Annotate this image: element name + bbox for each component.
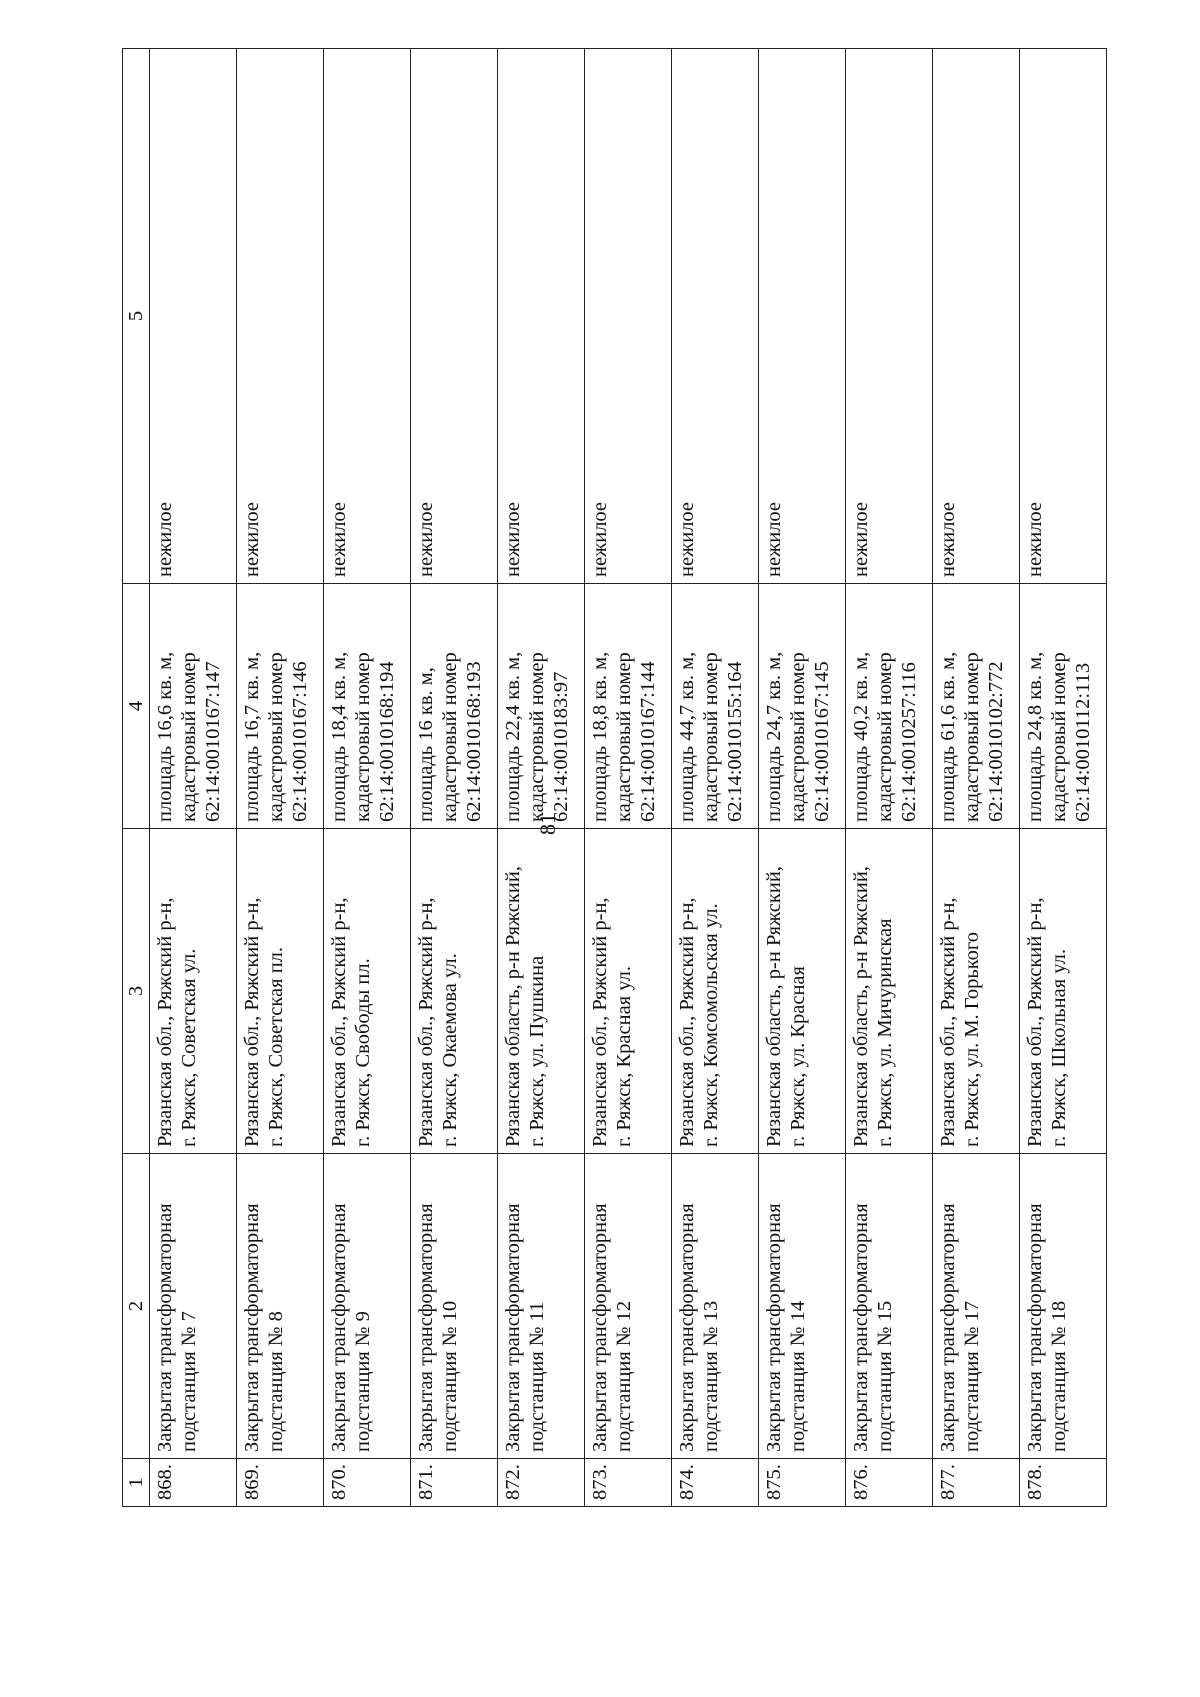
object-name: Закрытая трансформаторная подстанция № 12 [585,1154,672,1459]
registry-table-wrapper [122,49,1122,1507]
object-details: площадь 24,7 кв. м, кадастровый номер 62:14:0010167:145 [759,584,846,829]
object-details: площадь 18,4 кв. м, кадастровый номер 62:14:0010168:194 [324,584,411,829]
object-name: Закрытая трансформаторная подстанция № 10 [411,1154,498,1459]
table-row [933,49,1020,1507]
object-name: Закрытая трансформаторная подстанция № 11 [498,1154,585,1459]
object-address: Рязанская обл., Ряжский р-н, г. Ряжск, Школьная ул. [1020,829,1107,1154]
object-details: площадь 16,7 кв. м, кадастровый номер 62:14:0010167:146 [237,584,324,829]
object-type: нежилое [672,49,759,584]
row-number: 870. [324,1459,411,1507]
row-number: 868. [150,1459,237,1507]
object-address: Рязанская область, р-н Ряжский, г. Ряжск, ул. Красная [759,829,846,1154]
object-type: нежилое [759,49,846,584]
object-type: нежилое [150,49,237,584]
object-details: площадь 40,2 кв. м, кадастровый номер 62:14:0010257:116 [846,584,933,829]
object-name: Закрытая трансформаторная подстанция № 18 [1020,1154,1107,1459]
object-type: нежилое [411,49,498,584]
column-header: 3 [123,829,150,1154]
object-address: Рязанская обл., Ряжский р-н, г. Ряжск, Советская ул. [150,829,237,1154]
table-row [759,49,846,1507]
table-row [150,49,237,1507]
object-name: Закрытая трансформаторная подстанция № 14 [759,1154,846,1459]
table-body [150,49,1107,1507]
row-number: 871. [411,1459,498,1507]
object-address: Рязанская обл., Ряжский р-н, г. Ряжск, Советская пл. [237,829,324,1154]
table-row [498,49,585,1507]
column-header: 5 [123,49,150,584]
row-number: 876. [846,1459,933,1507]
object-type: нежилое [1020,49,1107,584]
object-type: нежилое [237,49,324,584]
object-name: Закрытая трансформаторная подстанция № 17 [933,1154,1020,1459]
object-type: нежилое [846,49,933,584]
table-header-row [123,49,150,1507]
object-address: Рязанская обл., Ряжский р-н, г. Ряжск, Красная ул. [585,829,672,1154]
table-row [324,49,411,1507]
table-row [846,49,933,1507]
row-number: 874. [672,1459,759,1507]
table-row [672,49,759,1507]
row-number: 869. [237,1459,324,1507]
object-address: Рязанская обл., Ряжский р-н, г. Ряжск, Свободы пл. [324,829,411,1154]
object-name: Закрытая трансформаторная подстанция № 15 [846,1154,933,1459]
page-number: 81 [535,813,560,835]
object-type: нежилое [498,49,585,584]
object-address: Рязанская область, р-н Ряжский, г. Ряжск, ул. Пушкина [498,829,585,1154]
row-number: 873. [585,1459,672,1507]
table-row [1020,49,1107,1507]
table-row [237,49,324,1507]
object-details: площадь 24,8 кв. м, кадастровый номер 62:14:0010112:113 [1020,584,1107,829]
object-type: нежилое [324,49,411,584]
object-details: площадь 44,7 кв. м, кадастровый номер 62:14:0010155:164 [672,584,759,829]
column-header: 4 [123,584,150,829]
row-number: 872. [498,1459,585,1507]
property-registry-table [122,48,1107,1507]
object-name: Закрытая трансформаторная подстанция № 8 [237,1154,324,1459]
column-header: 1 [123,1459,150,1507]
object-address: Рязанская область, р-н Ряжский, г. Ряжск, ул. Мичуринская [846,829,933,1154]
object-details: площадь 18,8 кв. м, кадастровый номер 62:14:0010167:144 [585,584,672,829]
row-number: 877. [933,1459,1020,1507]
object-address: Рязанская обл., Ряжский р-н, г. Ряжск, Комсомольская ул. [672,829,759,1154]
object-details: площадь 22,4 кв. м, кадастровый номер 62:14:0010183:97 [498,584,585,829]
row-number: 875. [759,1459,846,1507]
object-address: Рязанская обл., Ряжский р-н, г. Ряжск, Окаемова ул. [411,829,498,1154]
table-row [585,49,672,1507]
object-name: Закрытая трансформаторная подстанция № 7 [150,1154,237,1459]
object-type: нежилое [933,49,1020,584]
object-type: нежилое [585,49,672,584]
object-details: площадь 16,6 кв. м, кадастровый номер 62:14:0010167:147 [150,584,237,829]
column-header: 2 [123,1154,150,1459]
table-row [411,49,498,1507]
row-number: 878. [1020,1459,1107,1507]
object-details: площадь 61,6 кв. м, кадастровый номер 62:14:0010102:772 [933,584,1020,829]
object-details: площадь 16 кв. м, кадастровый номер 62:14:0010168:193 [411,584,498,829]
object-name: Закрытая трансформаторная подстанция № 13 [672,1154,759,1459]
object-name: Закрытая трансформаторная подстанция № 9 [324,1154,411,1459]
object-address: Рязанская обл., Ряжский р-н, г. Ряжск, ул. М. Горького [933,829,1020,1154]
